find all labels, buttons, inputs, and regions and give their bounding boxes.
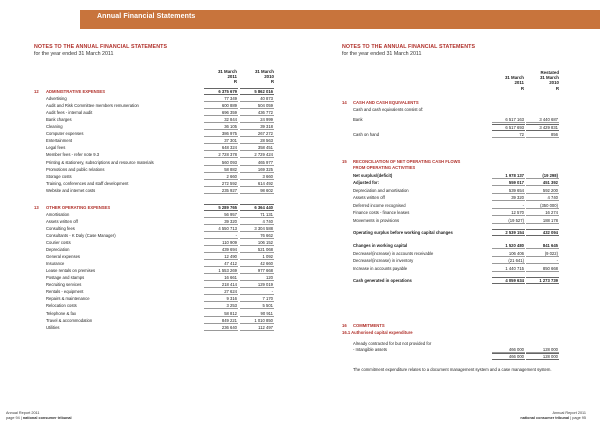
table-row [342, 194, 565, 201]
value-2010: 129 019 [257, 282, 273, 288]
row-label: ADMINISTRATIVE EXPENSES [46, 89, 106, 94]
row-label: Increase in accounts payable [353, 265, 408, 271]
note-14-heading [342, 99, 565, 106]
table-row [34, 173, 306, 180]
row-label: Cash generated in operations [353, 278, 412, 283]
value-2010: 128 000 [542, 354, 558, 359]
value-2011: 849 221 [221, 317, 237, 323]
table-row [34, 144, 306, 151]
row-label: Decrease/(increase) in inventory [353, 258, 414, 263]
value-2010: 188 178 [542, 217, 558, 223]
row-label: Depreciation [46, 247, 70, 253]
right-footer-org: national consumer tribunal [520, 415, 570, 420]
left-footer-org: national consumer tribunal [22, 415, 72, 420]
value-2010: 432 094 [542, 230, 558, 235]
value-2010: 28 563 [260, 138, 273, 144]
right-page [342, 44, 565, 372]
row-label: Net surplus/(deficit) [353, 172, 393, 178]
value-2010: 3 660 [262, 173, 273, 179]
value-2011: 272 592 [221, 180, 237, 186]
row-label: Member fees - refer note 9.3 [46, 152, 100, 158]
table-row [34, 180, 306, 187]
table-row [342, 250, 565, 257]
row-label: - Intangible assets [353, 347, 387, 352]
value-2011: 466 000 [508, 354, 524, 359]
row-label: Depreciation and amortisation [353, 187, 409, 193]
table-row [34, 281, 306, 288]
left-col-2011-header: 31 March 2011 R [217, 69, 237, 85]
table-row [342, 265, 565, 272]
value-2011: 1 440 715 [505, 265, 524, 271]
table-row [34, 109, 306, 116]
value-2010: 592 200 [542, 187, 558, 193]
table-row [34, 246, 306, 253]
right-doc-title: NOTES TO THE ANNUAL FINANCIAL STATEMENTS [342, 44, 476, 50]
table-row [34, 95, 306, 102]
value-2011: 2 539 154 [505, 230, 524, 235]
row-label: Bank [353, 117, 363, 122]
value-2011: 12 490 [224, 254, 237, 260]
row-label: Audit and Risk Committee members remuneration [46, 103, 139, 109]
value-2010: 76 662 [260, 232, 273, 238]
right-col-2011-header: 31 March 2011 R [504, 75, 524, 91]
value-2011: 1 520 480 [505, 243, 524, 248]
table-row [34, 324, 306, 331]
value-2011: 4 059 634 [505, 278, 524, 283]
table-row [342, 187, 565, 194]
table-row [342, 172, 565, 179]
value-2011: 27 624 [224, 289, 237, 295]
row-label: Assets written off [353, 195, 385, 200]
row-label: Travel & accommodation [46, 317, 93, 323]
value-2011: 77 349 [224, 96, 237, 102]
value-2011: 539 654 [508, 187, 524, 193]
value-2010: 4 740 [262, 218, 273, 224]
table-row [34, 166, 306, 173]
note-number: 15 [342, 159, 347, 164]
value-2010: 3 304 588 [254, 225, 273, 231]
table-row [34, 274, 306, 281]
value-2010: 614 492 [257, 180, 273, 186]
value-2011: 110 909 [222, 240, 237, 245]
value-2011: - [522, 202, 524, 208]
table-row [34, 116, 306, 123]
row-label: Recruiting services [46, 282, 82, 288]
table-row [34, 310, 306, 317]
value-2011: 58 812 [224, 310, 237, 316]
value-2010: 16 274 [545, 210, 558, 215]
value-2010: (9 022) [544, 250, 558, 256]
value-2010: - [271, 289, 273, 295]
value-2010: 169 325 [257, 166, 273, 172]
value-2011: 37 301 [224, 138, 237, 144]
commitment-note: The commitment expenditure relates to a document management system and a case management system. [353, 367, 552, 372]
table-row [34, 159, 306, 166]
row-label: Movements in provisions [353, 217, 400, 223]
value-2010: 436 772 [257, 110, 273, 116]
value-2011: 218 414 [221, 282, 237, 288]
value-2010: 4 740 [547, 195, 558, 200]
table-row [34, 218, 306, 225]
table-row [34, 302, 306, 309]
value-2010: 856 [551, 132, 558, 137]
note-16-1-heading [342, 329, 565, 336]
row-label: Relocation costs [46, 303, 77, 309]
row-label: Cash and cash equivalents consist of: [353, 107, 424, 112]
row-label: 16.1 Authorised capital expenditure [342, 330, 413, 335]
value-2010: 358 451 [257, 145, 273, 151]
table-row [34, 225, 306, 232]
table-row [34, 211, 306, 218]
right-footer-page: page 95 [572, 415, 586, 420]
value-2011: 16 661 [224, 275, 237, 281]
table-row [34, 137, 306, 144]
row-label: Amortisation [46, 211, 70, 217]
table-row [34, 260, 306, 267]
row-label: Assets written off [46, 218, 78, 224]
value-2010: 521 068 [257, 247, 273, 253]
table-row [34, 295, 306, 302]
left-footer-report: Annual Report 2011 [6, 411, 40, 415]
value-2011: 32 844 [224, 117, 237, 123]
row-label: Insurance [46, 261, 65, 267]
value-2011: 648 324 [221, 145, 237, 151]
value-2011: 236 640 [221, 324, 237, 330]
value-2011: 6 517 163 [505, 117, 524, 122]
value-2011: 56 957 [224, 211, 237, 217]
table-row [34, 317, 306, 324]
table-row [342, 202, 565, 209]
value-2011: 39 320 [224, 218, 237, 224]
left-footer-page: page 94 [6, 415, 20, 420]
value-2010: 106 152 [257, 240, 273, 245]
table-row [342, 209, 565, 216]
value-2010: - [556, 258, 558, 263]
value-2011: 560 093 [221, 159, 237, 165]
value-2011: 559 017 [508, 180, 524, 185]
value-2011: 1 553 269 [218, 268, 237, 274]
value-2010: 3 440 687 [539, 117, 558, 122]
banner-white-block [0, 0, 80, 29]
value-2010: (19 298) [542, 172, 558, 178]
right-footer-report: Annual Report 2011 [552, 411, 586, 415]
value-2010: 6 364 440 [254, 204, 273, 210]
value-2011: 439 694 [221, 247, 237, 253]
value-2011: (21 641) [508, 258, 524, 263]
row-label: Advertising [46, 96, 67, 102]
table-row [34, 123, 306, 130]
left-doc-title: NOTES TO THE ANNUAL FINANCIAL STATEMENTS [34, 44, 168, 50]
value-2010: 98 602 [260, 187, 273, 193]
row-label: Storage costs [46, 173, 72, 179]
row-label: Courier costs [46, 240, 71, 245]
value-2010: (350 000) [540, 202, 558, 208]
value-2011: 2 660 [226, 173, 237, 179]
left-doc-subtitle: for the year ended 31 March 2011 [34, 51, 114, 57]
value-2011: 72 [519, 132, 524, 137]
value-2010: 5 501 [262, 303, 273, 309]
value-2011: 5 289 765 [218, 204, 237, 210]
row-label: RECONCILIATION OF NET OPERATING CASH FLOWS [353, 159, 461, 164]
value-2010: 40 873 [260, 96, 273, 102]
row-label: Promotions and public relations [46, 166, 105, 172]
note-number: 16 [342, 323, 347, 328]
table-row [34, 239, 306, 246]
value-2010: 2 729 424 [254, 152, 273, 158]
value-2011: - [235, 232, 237, 238]
table-row [342, 131, 565, 138]
left-page [34, 44, 306, 330]
note-number: 13 [34, 204, 39, 210]
row-label: Printing & stationery, subscriptions and resource materials [46, 159, 154, 165]
row-label: Consultants - K Daly (Case Manager) [46, 232, 116, 238]
row-label: CASH AND CASH EQUIVALENTS [353, 100, 419, 105]
value-2010: 71 131 [260, 211, 273, 217]
left-col-2010-header: 31 March 2010 R [254, 69, 274, 85]
value-2011: 39 320 [511, 195, 524, 200]
row-label: Website and internet costs [46, 187, 96, 193]
table-row [34, 187, 306, 194]
row-label: Cash on hand [353, 132, 380, 137]
value-2010: 465 977 [257, 159, 273, 165]
table-row [342, 217, 565, 224]
working-capital-row [342, 242, 565, 249]
value-2010: 120 [266, 275, 273, 281]
row-label: Changes in working capital [353, 243, 408, 248]
value-2010: 7 170 [262, 296, 273, 302]
value-2011: 2 728 378 [218, 152, 237, 158]
note-15-heading-line2 [342, 164, 565, 171]
value-2011: 9 316 [226, 296, 237, 302]
note-14-intro [342, 106, 565, 113]
operating-surplus-row [342, 229, 565, 236]
row-label: Legal fees [46, 145, 66, 151]
row-label: COMMITMENTS [353, 323, 385, 328]
value-2010: 112 497 [258, 324, 273, 330]
row-label: Finance costs - finance leases [353, 210, 410, 215]
value-2010: 128 000 [542, 347, 558, 352]
row-label: Postage and stamps [46, 275, 85, 281]
value-2010: 841 645 [542, 243, 558, 248]
value-2011: 4 550 713 [218, 225, 237, 231]
row-label: Repairs & maintenance [46, 296, 90, 302]
row-label: Entertainment [46, 138, 73, 144]
value-2010: 977 668 [257, 268, 273, 274]
row-label: Operating surplus before working capital changes [353, 230, 453, 235]
row-label: Bank charges [46, 117, 72, 123]
value-2011: 36 105 [224, 124, 237, 130]
note-16-heading [342, 322, 565, 329]
table-row [34, 288, 306, 295]
left-footer: Annual Report 2011 page 94 | national consumer tribunal [6, 411, 72, 420]
note-number: 12 [34, 89, 39, 94]
value-2011: 696 359 [221, 110, 237, 116]
table-row [342, 116, 565, 123]
value-2011: 6 375 679 [218, 89, 237, 94]
value-2010: 850 668 [542, 265, 558, 271]
cash-generated-row [342, 277, 565, 284]
value-2011: 235 927 [221, 187, 237, 193]
row-label: Adjusted for: [353, 180, 380, 185]
banner-title: Annual Financial Statements [97, 13, 196, 20]
note-number: 14 [342, 100, 347, 105]
value-2011: 12 570 [511, 210, 524, 215]
value-2011: 58 882 [224, 166, 237, 172]
row-label: Audit fees - internal audit [46, 110, 93, 116]
value-2011: 386 975 [221, 131, 237, 137]
page-banner [0, 0, 600, 29]
value-2010: 451 392 [542, 180, 558, 185]
value-2011: 466 000 [508, 347, 524, 352]
table-row [34, 130, 306, 137]
value-2011: 1 978 137 [505, 172, 524, 178]
row-label: Cleaning [46, 124, 63, 130]
table-row [34, 253, 306, 260]
row-label: General expenses [46, 254, 80, 260]
value-2010: 42 660 [260, 261, 273, 267]
row-label: Lease rentals on premises [46, 268, 96, 274]
table-row [342, 179, 565, 186]
section-heading-row [34, 88, 306, 95]
row-label: OTHER OPERATING EXPENSES [46, 204, 111, 210]
row-label: Computer expenses [46, 131, 84, 137]
table-row [342, 257, 565, 264]
row-label: Decrease/(increase) in accounts receivable [353, 250, 434, 256]
table-row [34, 102, 306, 109]
value-2010: 90 911 [260, 310, 273, 316]
right-doc-subtitle: for the year ended 31 March 2011 [342, 51, 422, 57]
value-2010: 504 059 [257, 103, 273, 109]
row-label: Telephone & fax [46, 310, 77, 316]
row-label: Training, conferences and staff development [46, 180, 129, 186]
value-2010: 24 999 [260, 117, 273, 123]
row-label: Already contracted for but not provided for [353, 341, 432, 346]
value-2010: 1 273 739 [539, 278, 558, 283]
row-label: Deferred income recognised [353, 202, 406, 208]
value-2011: 106 406 [508, 250, 524, 256]
value-2010: 39 318 [260, 124, 273, 130]
table-row [34, 232, 306, 239]
value-2011: 6 517 693 [505, 124, 524, 130]
row-label: Utilities [46, 324, 60, 330]
value-2010: 1 092 [262, 254, 273, 260]
commitment-line2 [342, 346, 565, 353]
table-row [34, 267, 306, 274]
row-label: Rentals - equipment [46, 289, 84, 295]
right-col-2010-header: Restated 31 March 2010 R [539, 70, 559, 91]
value-2011: 3 253 [226, 303, 237, 309]
value-2011: 47 412 [224, 261, 237, 267]
right-footer: Annual Report 2011 national consumer tribunal | page 95 [520, 411, 586, 420]
value-2010: 1 010 850 [254, 317, 273, 323]
value-2011: (19 527) [508, 217, 524, 223]
value-2010: 3 429 831 [539, 124, 558, 130]
table-row [34, 151, 306, 158]
value-2010: 5 862 016 [254, 89, 273, 94]
value-2010: 267 272 [257, 131, 273, 137]
row-label: Consulting fees [46, 225, 75, 231]
section-heading-row [34, 204, 306, 211]
row-label: FROM OPERATING ACTIVITIES [353, 165, 416, 170]
commitment-total [342, 353, 565, 360]
table-row [342, 124, 565, 131]
value-2011: 600 889 [221, 103, 237, 109]
